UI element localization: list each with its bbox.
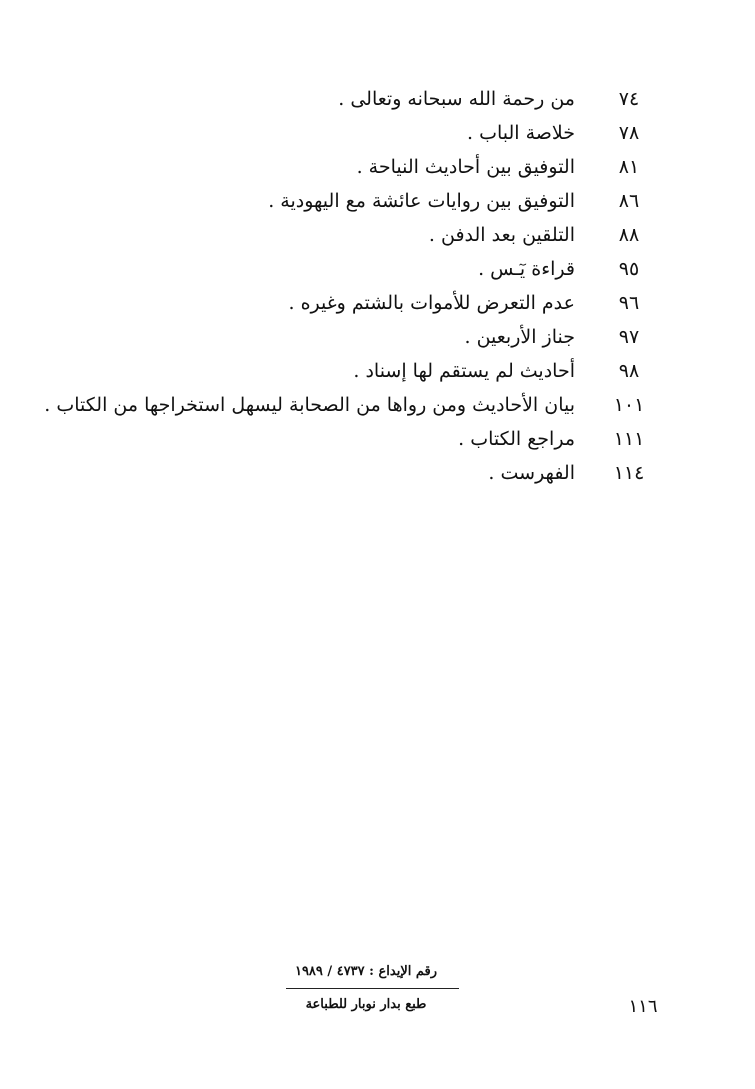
toc-title: الفهرست . (488, 462, 575, 484)
page-number: ١١٦ (628, 996, 658, 1017)
toc-title: بيان الأحاديث ومن رواها من الصحابة ليسهل استخراجها من الكتاب . (44, 394, 575, 416)
toc-entry (0, 150, 755, 184)
toc-page-number: ٨٦ (618, 190, 640, 212)
toc-title: عدم التعرض للأموات بالشتم وغيره . (288, 292, 575, 314)
toc-page-number: ٩٥ (618, 258, 640, 280)
toc-entry (0, 252, 755, 286)
toc-entry (0, 354, 755, 388)
toc-entry (0, 320, 755, 354)
toc-title: قراءة يٓـس . (478, 258, 575, 280)
toc-page-number: ٩٧ (618, 326, 640, 348)
table-of-contents (0, 82, 755, 490)
toc-page-number: ٨١ (618, 156, 640, 178)
toc-page-number: ١٠١ (613, 394, 645, 416)
footer-divider (286, 988, 459, 989)
toc-page-number: ٩٨ (618, 360, 640, 382)
toc-title: خلاصة الباب . (467, 122, 575, 144)
toc-page-number: ٧٤ (618, 88, 640, 110)
toc-entry (0, 116, 755, 150)
toc-entry (0, 388, 755, 422)
toc-entry (0, 82, 755, 116)
toc-title: التوفيق بين روايات عائشة مع اليهودية . (268, 190, 575, 212)
toc-title: التوفيق بين أحاديث النياحة . (356, 156, 575, 178)
toc-title: أحاديث لم يستقم لها إسناد . (353, 360, 575, 382)
toc-page-number: ٩٦ (618, 292, 640, 314)
toc-entry (0, 218, 755, 252)
toc-entry (0, 456, 755, 490)
toc-page-number: ١١٤ (613, 462, 645, 484)
toc-page-number: ٧٨ (618, 122, 640, 144)
toc-page-number: ١١١ (613, 428, 645, 450)
toc-title: التلقين بعد الدفن . (428, 224, 575, 246)
toc-entry (0, 184, 755, 218)
deposit-number: رقم الإيداع : ٤٧٣٧ / ١٩٨٩ (294, 964, 438, 979)
toc-title: مراجع الكتاب . (458, 428, 575, 450)
toc-entry (0, 286, 755, 320)
toc-title: جناز الأربعين . (464, 326, 575, 348)
toc-page-number: ٨٨ (618, 224, 640, 246)
toc-entry (0, 422, 755, 456)
toc-title: من رحمة الله سبحانه وتعالى . (338, 88, 575, 110)
printer-credit: طبع بدار نوبار للطباعة (305, 997, 427, 1012)
